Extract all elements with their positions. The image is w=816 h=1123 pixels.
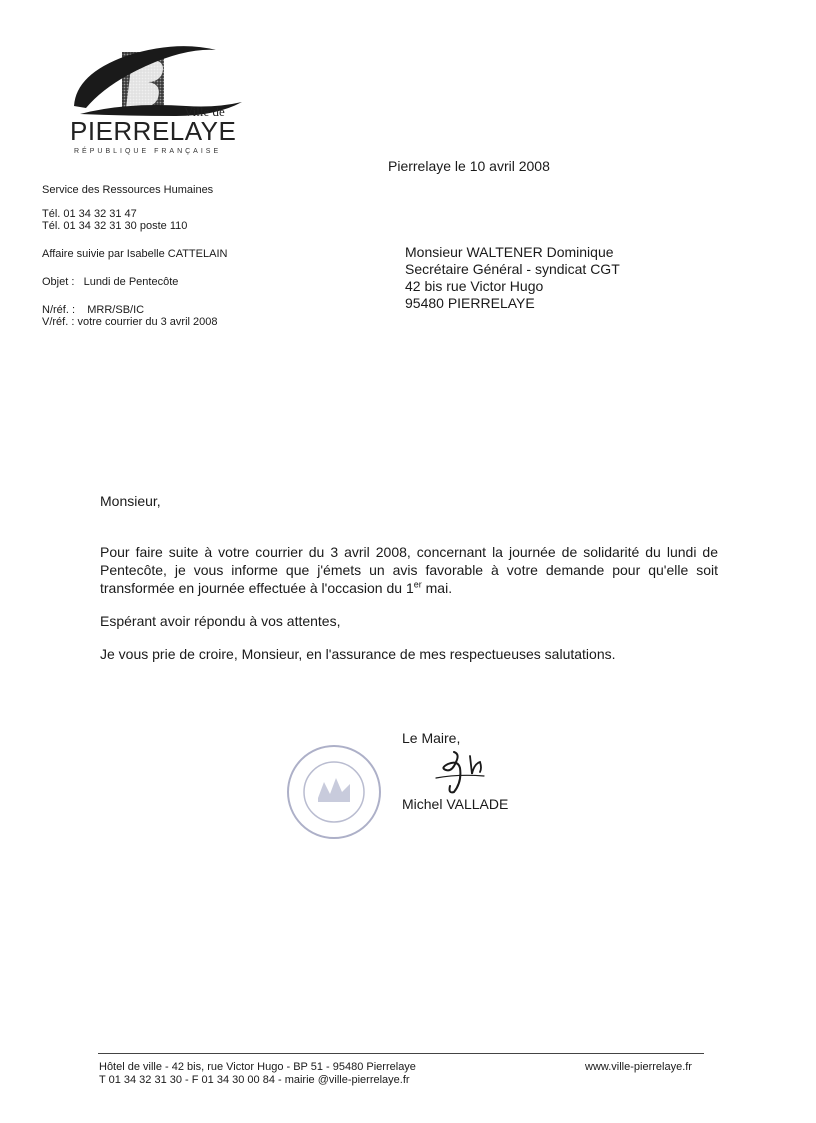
- official-seal-stamp-icon: [284, 742, 384, 842]
- objet-label: Objet :: [42, 276, 75, 288]
- signatory-name: Michel VALLADE: [402, 796, 509, 812]
- para1-superscript: er: [413, 579, 422, 590]
- logo-ville-de: Ville de: [184, 104, 225, 119]
- nref-value: MRR/SB/IC: [87, 304, 145, 316]
- footer-website: www.ville-pierrelaye.fr: [585, 1061, 692, 1073]
- vref-line: [42, 316, 217, 329]
- recipient-street: 42 bis rue Victor Hugo: [405, 278, 544, 294]
- letterhead-logo: [66, 44, 246, 164]
- para1-main: Pour faire suite à votre courrier du 3 avril 2008, concernant la journée de solidarité du lundi de Pentecôte, je vous informe que j'émets un avis favorable à votre demande pour qu'elle soit transformée en journée effectuée à l'occasion du 1: [100, 544, 718, 596]
- salutation: Monsieur,: [100, 493, 161, 509]
- recipient-name: Monsieur WALTENER Dominique: [405, 244, 614, 260]
- footer-address: Hôtel de ville - 42 bis, rue Victor Hugo - BP 51 - 95480 Pierrelaye: [99, 1061, 416, 1073]
- logo-town-name: PIERRELAYE: [70, 116, 237, 146]
- phone-2: Tél. 01 34 32 31 30 poste 110: [42, 220, 188, 232]
- recipient-title: Secrétaire Général - syndicat CGT: [405, 261, 620, 277]
- body-paragraph-3: Je vous prie de croire, Monsieur, en l'assurance de mes respectueuses salutations.: [100, 646, 616, 662]
- recipient-block: [405, 244, 620, 312]
- logo-republique: RÉPUBLIQUE FRANÇAISE: [74, 148, 222, 155]
- handwritten-signature-icon: [434, 748, 494, 798]
- phone-1: Tél. 01 34 32 31 47: [42, 208, 137, 220]
- vref-value: votre courrier du 3 avril 2008: [77, 316, 218, 328]
- vref-label: V/réf. :: [42, 316, 75, 328]
- footer-divider: [98, 1053, 704, 1054]
- recipient-city: 95480 PIERRELAYE: [405, 295, 535, 311]
- objet-line: [42, 276, 178, 289]
- service-name: Service des Ressources Humaines: [42, 184, 214, 196]
- objet-value: Lundi de Pentecôte: [83, 276, 179, 288]
- footer-contact: T 01 34 32 31 30 - F 01 34 30 00 84 - mairie @ville-pierrelaye.fr: [99, 1074, 410, 1086]
- signature-title: Le Maire,: [402, 730, 461, 746]
- nref-label: N/réf. :: [42, 304, 76, 316]
- affaire-suivie: Affaire suivie par Isabelle CATTELAIN: [42, 248, 228, 260]
- body-paragraph-1: [100, 543, 718, 597]
- para1-end: mai.: [421, 580, 453, 596]
- date-line: Pierrelaye le 10 avril 2008: [388, 158, 550, 174]
- body-paragraph-2: Espérant avoir répondu à vos attentes,: [100, 613, 341, 629]
